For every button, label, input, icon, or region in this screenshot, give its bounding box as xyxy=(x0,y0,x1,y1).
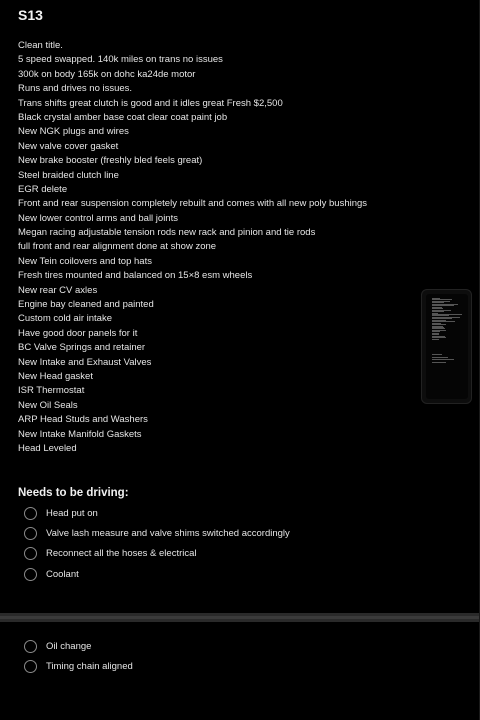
note-line: New Tein coilovers and top hats xyxy=(18,255,152,267)
thumbnail-text-line xyxy=(432,339,439,340)
note-line: Front and rear suspension completely rebuilt and comes with all new poly bushings xyxy=(18,198,368,210)
thumbnail-page xyxy=(426,294,468,399)
page-divider-line xyxy=(0,616,480,619)
note-line: Clean title. xyxy=(18,40,63,51)
note-line: Black crystal amber base coat clear coat paint job xyxy=(18,111,228,123)
checklist-item[interactable] xyxy=(24,503,290,523)
note-line: full front and rear alignment done at show zone xyxy=(18,241,217,253)
checklist-heading[interactable]: Needs to be driving: xyxy=(18,487,129,499)
checkbox-circle-icon[interactable] xyxy=(24,568,37,581)
checklist-item-label: Oil change xyxy=(46,640,92,652)
note-line: Custom cold air intake xyxy=(18,313,112,325)
thumbnail-text-line xyxy=(432,357,448,358)
note-line: Megan racing adjustable tension rods new rack and pinion and tie rods xyxy=(18,227,316,239)
checklist-item[interactable] xyxy=(24,544,290,564)
checkbox-circle-icon[interactable] xyxy=(24,527,37,540)
checklist-item[interactable] xyxy=(24,564,290,584)
note-line: BC Valve Springs and retainer xyxy=(18,342,146,354)
thumbnail-text-line xyxy=(432,362,446,363)
checkbox-circle-icon[interactable] xyxy=(24,640,37,653)
checklist-item[interactable] xyxy=(24,523,290,543)
checklist-item-label: Head put on xyxy=(46,507,98,519)
note-line: 5 speed swapped. 140k miles on trans no issues xyxy=(18,54,223,66)
note-line: Fresh tires mounted and balanced on 15×8 esm wheels xyxy=(18,270,253,282)
checklist-item-label: Valve lash measure and valve shims switched accordingly xyxy=(46,527,290,539)
thumbnail-text-line xyxy=(432,354,442,355)
note-line: New brake booster (freshly bled feels great) xyxy=(18,155,203,167)
note-line: Have good door panels for it xyxy=(18,327,138,339)
note-title[interactable]: S13 xyxy=(18,7,43,23)
note-body[interactable] xyxy=(18,39,418,456)
checklist-item-label: Reconnect all the hoses & electrical xyxy=(46,548,197,560)
note-line: New rear CV axles xyxy=(18,284,98,296)
note-line: New lower control arms and ball joints xyxy=(18,212,178,224)
note-line: 300k on body 165k on dohc ka24de motor xyxy=(18,68,196,80)
note-preview-thumbnail[interactable] xyxy=(421,289,472,404)
checklist-item[interactable] xyxy=(24,656,133,676)
note-line: New NGK plugs and wires xyxy=(18,126,129,138)
note-line: New Intake Manifold Gaskets xyxy=(18,428,142,440)
checkbox-circle-icon[interactable] xyxy=(24,547,37,560)
checklist-item-label: Timing chain aligned xyxy=(46,660,133,672)
note-line: ARP Head Studs and Washers xyxy=(18,414,148,426)
note-line: Steel braided clutch line xyxy=(18,169,119,181)
checkbox-circle-icon[interactable] xyxy=(24,507,37,520)
checklist-item[interactable] xyxy=(24,636,133,656)
checklist-bottom xyxy=(24,636,133,677)
note-line: Engine bay cleaned and painted xyxy=(18,299,154,311)
checklist-top xyxy=(24,503,290,584)
note-line: New Oil Seals xyxy=(18,399,78,411)
thumbnail-text-line xyxy=(432,359,454,360)
note-line: New valve cover gasket xyxy=(18,140,119,152)
note-line: Head Leveled xyxy=(18,442,77,454)
checkbox-circle-icon[interactable] xyxy=(24,660,37,673)
note-line: Runs and drives no issues. xyxy=(18,83,133,95)
note-line: Trans shifts great clutch is good and it idles great Fresh $2,500 xyxy=(18,97,283,109)
note-line: New Intake and Exhaust Valves xyxy=(18,356,152,368)
note-line: EGR delete xyxy=(18,183,68,195)
note-line: New Head gasket xyxy=(18,370,93,382)
note-line: ISR Thermostat xyxy=(18,385,85,397)
page-divider xyxy=(0,613,480,622)
checklist-item-label: Coolant xyxy=(46,568,79,580)
